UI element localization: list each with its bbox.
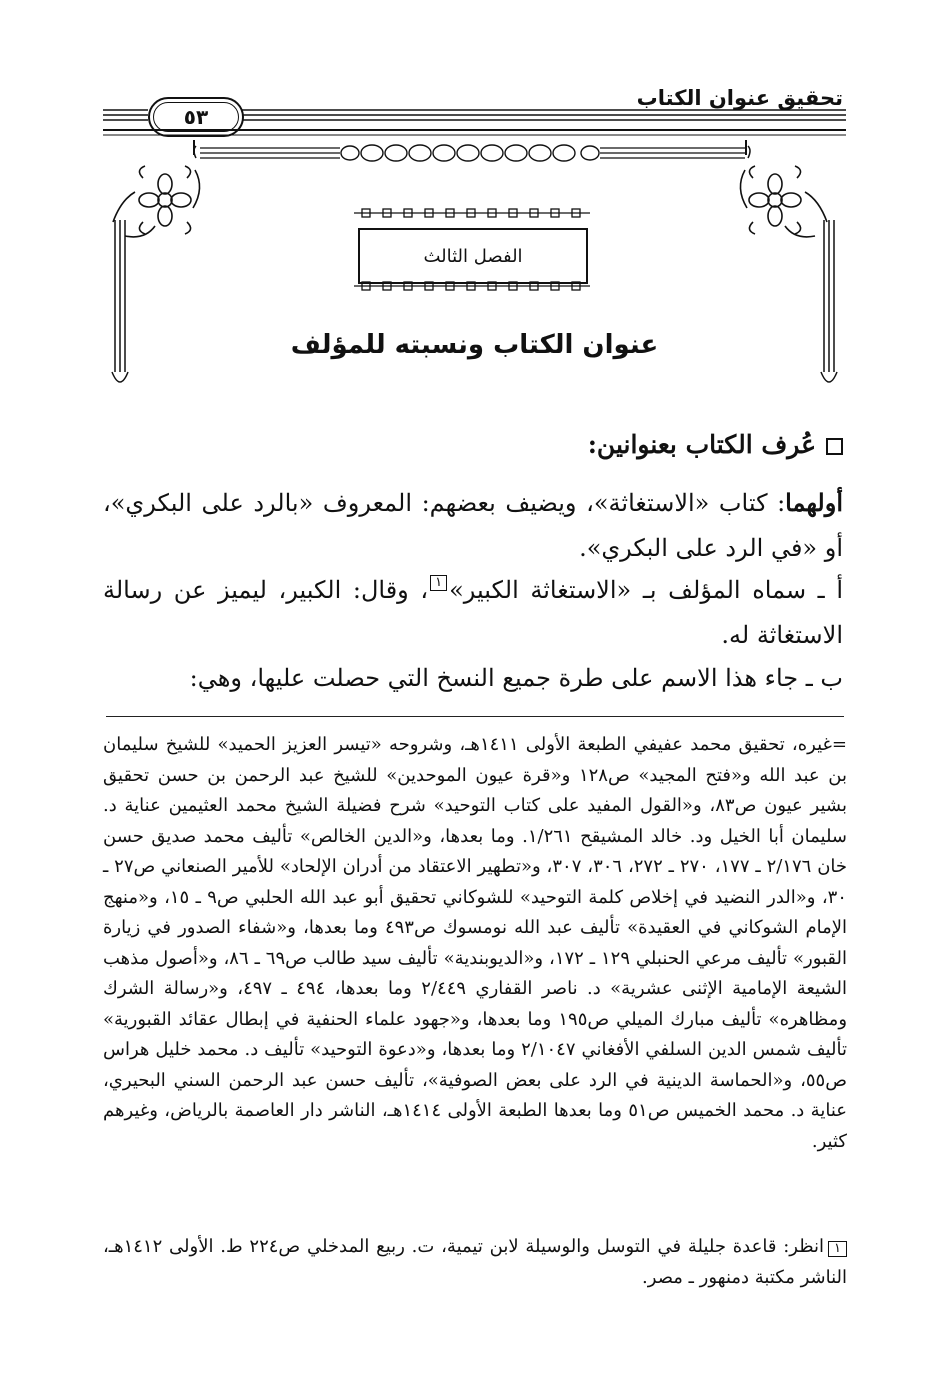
paragraph-item-a: [103, 568, 843, 658]
chapter-label: الفصل الثالث: [423, 245, 523, 267]
paragraph-lead: أولهما: [785, 488, 843, 517]
footnote-separator: [106, 716, 844, 717]
footnote-1: [103, 1232, 847, 1293]
paragraph-text: : كتاب «الاستغاثة»، ويضيف بعضهم: المعروف «بالرد على البكري»، أو «في الرد على البكري».: [103, 489, 843, 562]
page-number: ٥٣: [183, 105, 209, 129]
section-heading-text: عُرف الكتاب بعنوانين:: [587, 430, 816, 459]
square-bullet-icon: [826, 438, 843, 455]
paragraph-text: ، وقال: الكبير، ليميز عن رسالة الاستغاثة له.: [103, 576, 843, 649]
page-number-frame: [148, 97, 244, 137]
footnote-continued: =غيره، تحقيق محمد عفيفي الطبعة الأولى ١٤١١هـ، وشروحه «تيسر العزيز الحميد» للشيخ سليمان بن عبد الله و«فتح المجيد» ص١٢٨ و«قرة عيون الموحدين» للشيخ عبد الرحمن بن حسن تحقيق بشير عيون ص٨٣، و«القول المفيد على كتاب التوحيد» شرح فضيلة الشيخ محمد العثيمين عناية د. سليمان أبا الخيل ود. خالد المشيقح ١/٢٦١. وما بعدها، و«الدين الخالص» تأليف محمد صديق حسن خان ٢/١٧٦ ـ ١٧٧، ٢٧٠ ـ ٢٧٢، ٣٠٦، ٣٠٧، و«تطهير الاعتقاد من أدران الإلحاد» للأمير الصنعاني ص٢٧ ـ ٣٠، و«الدر النضيد في إخلاص كلمة التوحيد» للشوكاني تحقيق أبو عبد الله الحلبي ص٩ ـ ١٥، و«منهج الإمام الشوكاني في العقيدة» تأليف عبد الله نومسوك ص٤٩٣ وما بعدها، و«شفاء الصدور في زيارة القبور» تأليف مرعي الحنبلي ١٢٩ ـ ١٧٢، و«الديوبندية» تأليف سيد طالب ص٦٩ ـ ٨٦، و«أصول مذهب الشيعة الإمامية الإثنى عشرية» د. ناصر القفاري ٢/٤٤٩ وما بعدها، ٤٩٤ ـ ٤٩٧، و«رسالة الشرك ومظاهره» تأليف مبارك الميلي ص١٩٥ وما بعدها، و«جهود علماء الحنفية في إبطال عقائد القبورية» تأليف شمس الدين السلفي الأفغاني ٢/١٠٤٧ وما بعدها، و«دعوة التوحيد» تأليف د. محمد خليل هراس ص٥٥، و«الحماسة الدينية في الرد على بعض الصوفية»، تأليف حسن عبد الرحمن السني البحيري، عناية د. محمد الخميس ص٥١ وما بعدها الطبعة الأولى ١٤١٤هـ، الناشر دار العاصمة بالرياض، وغيرهم كثير.: [103, 734, 848, 1152]
chapter-title: عنوان الكتاب ونسبته للمؤلف: [290, 330, 659, 360]
paragraph-item-b: ب ـ جاء هذا الاسم على طرة جميع النسخ التي حصلت عليها، وهي:: [189, 664, 843, 692]
paragraph-first-title: [103, 480, 843, 571]
chapter-label-box: [358, 228, 588, 284]
footnote-reference[interactable]: ١: [430, 575, 447, 591]
footnote-text: انظر: قاعدة جليلة في التوسل والوسيلة لابن تيمية، ت. ربيع المدخلي ص٢٢٤ ط. الأولى ١٤١٢هـ، الناشر مكتبة دمنهور ـ مصر.: [103, 1236, 847, 1288]
running-title: تحقيق عنوان الكتاب: [636, 86, 843, 110]
paragraph-text: أ ـ سماه المؤلف بـ «الاستغاثة الكبير»: [449, 576, 843, 604]
section-heading: [588, 430, 843, 459]
footnote-number: ١: [828, 1241, 847, 1257]
